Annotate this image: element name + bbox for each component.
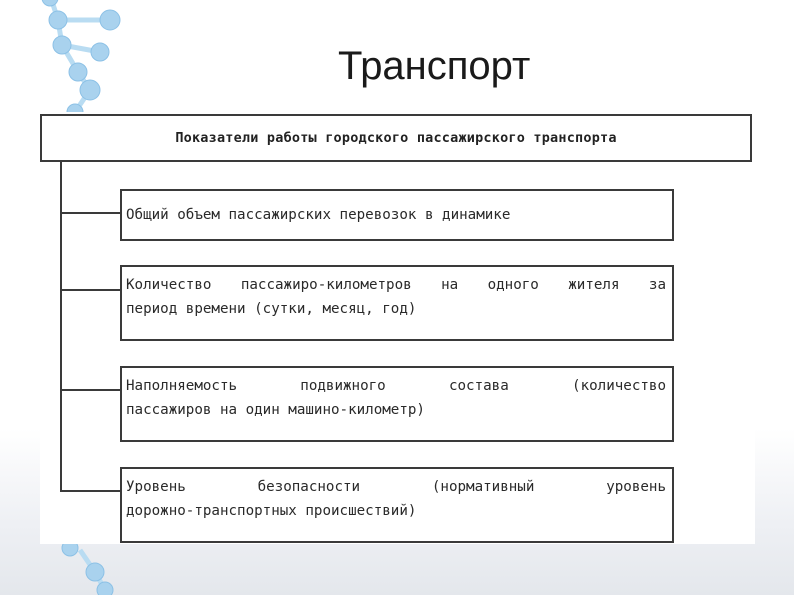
indicator-text-2-line2: период времени (сутки, месяц, год) [126,301,417,317]
connector-3 [60,389,120,391]
slide-title: Транспорт [338,44,531,88]
connector-1 [60,212,120,214]
indicator-text-3-line1: Наполняемость подвижного состава (количество [126,378,666,394]
indicator-box-1 [120,189,674,241]
connector-2 [60,289,120,291]
indicators-diagram [40,112,755,544]
indicator-text-2-line1: Количество пассажиро-километров на одного жителя за [126,277,666,293]
diagram-header-box [40,114,752,162]
diagram-header-text: Показатели работы городского пассажирского транспорта [175,130,617,146]
indicator-box-3 [120,366,674,442]
indicator-text-4-line1: Уровень безопасности (нормативный уровень [126,479,666,495]
connector-4 [60,490,120,492]
indicator-box-2 [120,265,674,341]
indicator-text-3-line2: пассажиров на один машино-километр) [126,402,425,418]
indicator-box-4 [120,467,674,543]
indicator-text-1: Общий объем пассажирских перевозок в динамике [126,207,511,223]
indicator-text-4-line2: дорожно-транспортных происшествий) [126,503,417,519]
